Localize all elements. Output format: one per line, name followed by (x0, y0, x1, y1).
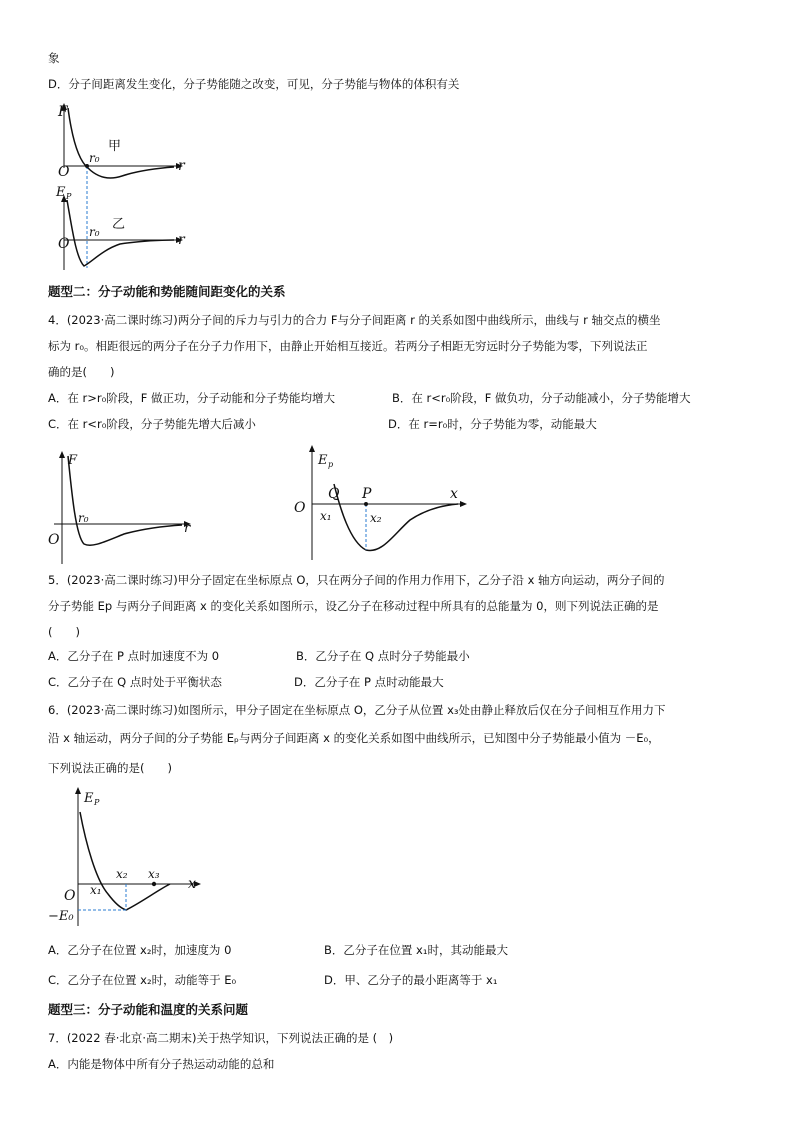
question-4-line3: 确的是( ) (48, 365, 115, 379)
x1-label: x₁ (90, 883, 102, 897)
origin-label: O (48, 532, 60, 548)
axis-label-ep-sub: P (66, 192, 72, 201)
figure-force-distance (44, 446, 204, 568)
jia-label: 甲 (108, 139, 122, 154)
axis-label-x: x (450, 486, 458, 502)
axis-label-r: r (178, 158, 185, 174)
question-6-option-c: C．乙分子在位置 x₂时，动能等于 E₀ (48, 973, 237, 987)
axis-label-r: r (184, 521, 191, 536)
figure-force-potential (40, 98, 200, 278)
axis-label-x: x (188, 876, 196, 892)
min-energy-label: −E₀ (48, 909, 74, 924)
section-heading: 题型二：分子动能和势能随间距变化的关系 (48, 284, 286, 299)
question-7-line1: 7．(2022 春·北京·高二期末)关于热学知识，下列说法正确的是 ( ) (48, 1031, 394, 1045)
x2-label: x₂ (116, 867, 128, 881)
option-d: D．分子间距离发生变化，分子势能随之改变，可见，分子势能与物体的体积有关 (48, 77, 460, 91)
question-6-option-d: D．甲、乙分子的最小距离等于 x₁ (324, 973, 498, 987)
section-heading-3: 题型三：分子动能和温度的关系问题 (48, 1002, 249, 1017)
point-q-label: Q (328, 486, 340, 502)
question-5-line3: ( ) (48, 625, 80, 639)
text-line: 象 (48, 51, 60, 65)
origin-label: O (64, 888, 76, 904)
axis-label-ep: E (84, 791, 94, 806)
origin-label: O (58, 164, 70, 180)
question-5-line1: 5．(2023·高二课时练习)甲分子固定在坐标原点 O，只在两分子间的作用力作用下，乙分子沿 x 轴方向运动，两分子间的 (48, 573, 665, 587)
question-6-option-a: A．乙分子在位置 x₂时，加速度为 0 (48, 943, 232, 957)
figure-potential-qp (290, 442, 470, 564)
yi-label: 乙 (112, 217, 126, 232)
axis-label-r-2: r (178, 232, 185, 248)
question-6-line1: 6．(2023·高二课时练习)如图所示，甲分子固定在坐标原点 O，乙分子从位置 x₃处由静止释放后仅在分子间相互作用力下 (48, 703, 666, 717)
question-5-option-b: B．乙分子在 Q 点时分子势能最小 (296, 649, 470, 663)
origin-label: O (294, 500, 306, 516)
r0-label: r₀ (89, 151, 100, 165)
question-4-option-c: C．在 r<r₀阶段，分子势能先增大后减小 (48, 417, 256, 431)
question-6-option-b: B．乙分子在位置 x₁时，其动能最大 (324, 943, 508, 957)
r0-label-2: r₀ (89, 225, 100, 239)
axis-label-ep-sub: P (94, 798, 100, 807)
question-5-option-c: C．乙分子在 Q 点时处于平衡状态 (48, 675, 222, 689)
question-6-line2: 沿 x 轴运动，两分子间的分子势能 Eₚ与两分子间距离 x 的变化关系如图中曲线所示，已知图中分子势能最小值为 －E₀， (48, 731, 660, 745)
axis-label-f: F (68, 453, 78, 468)
x1-label: x₁ (320, 509, 332, 523)
question-5-option-d: D．乙分子在 P 点时动能最大 (294, 675, 444, 689)
question-4-option-b: B．在 r<r₀阶段，F 做负功，分子动能减小，分子势能增大 (392, 391, 691, 405)
question-7-option-a: A．内能是物体中所有分子热运动动能的总和 (48, 1057, 275, 1071)
axis-label-f: F (58, 104, 68, 120)
question-5-line2: 分子势能 Ep 与两分子间距离 x 的变化关系如图所示，设乙分子在移动过程中所具有的总能量为 0，则下列说法正确的是 (48, 599, 659, 613)
question-4-option-d: D．在 r=r₀时，分子势能为零，动能最大 (388, 417, 597, 431)
x2-label: x₂ (370, 511, 382, 525)
x3-label: x₃ (148, 867, 160, 881)
point-p-label: P (362, 486, 372, 502)
r0-label: r₀ (78, 511, 89, 525)
question-4-option-a: A．在 r>r₀阶段，F 做正功，分子动能和分子势能均增大 (48, 391, 335, 405)
origin-label-2: O (58, 236, 70, 252)
figure-potential-x123 (46, 784, 206, 930)
question-4-line2: 标为 r₀。相距很远的两分子在分子力作用下，由静止开始相互接近。若两分子相距无穷远时分子势能为零，下列说法正 (48, 339, 648, 353)
axis-label-ep: E (318, 453, 328, 468)
question-4-line1: 4．(2023·高二课时练习)两分子间的斥力与引力的合力 F与分子间距离 r 的关系如图中曲线所示，曲线与 r 轴交点的横坐 (48, 313, 661, 327)
axis-label-ep-sub: p (328, 460, 334, 469)
question-5-option-a: A．乙分子在 P 点时加速度不为 0 (48, 649, 220, 663)
axis-label-ep: E (56, 185, 66, 200)
question-6-line3: 下列说法正确的是( ) (48, 761, 172, 775)
